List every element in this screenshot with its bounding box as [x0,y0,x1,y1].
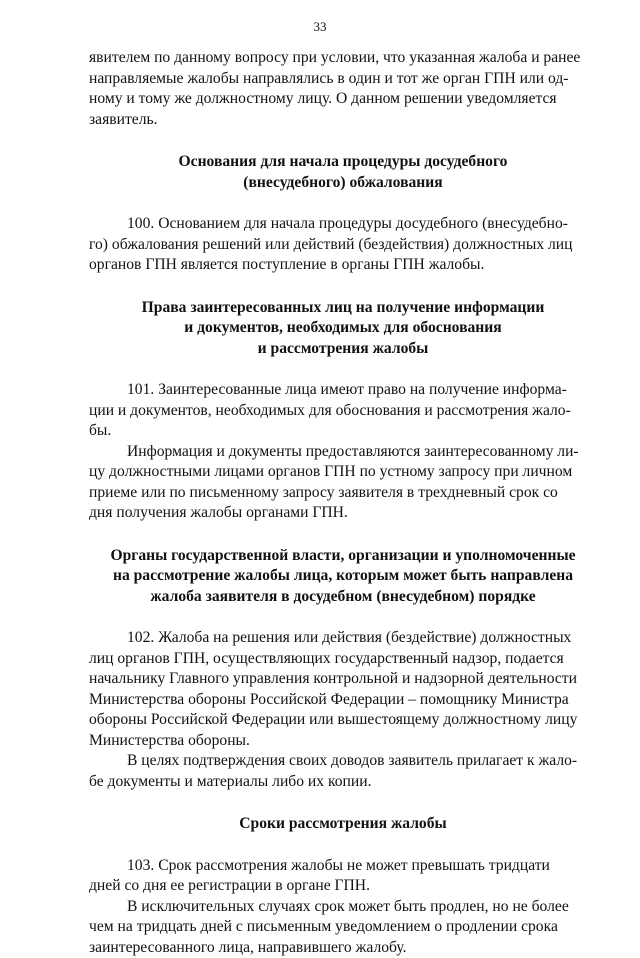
heading-line: жалоба заявителя в досудебном (внесудебном) порядке [89,587,597,608]
text-line: 102. Жалоба на решения или действия (бездействие) должностных [89,628,597,649]
text-line: ции и документов, необходимых для обоснования и рассмотрения жало- [89,401,597,422]
paragraph-102 [89,628,597,751]
paragraph-103 [89,856,597,897]
section-heading-rights [89,298,597,360]
heading-line: Сроки рассмотрения жалобы [89,814,597,835]
intro-paragraph [89,48,597,130]
paragraph-100 [89,214,597,276]
text-line: направляемые жалобы направлялись в один и тот же орган ГПН или од- [89,69,597,90]
text-line: 100. Основанием для начала процедуры досудебного (внесудебно- [89,214,597,235]
text-line: 103. Срок рассмотрения жалобы не может превышать тридцати [89,856,597,877]
heading-line: (внесудебного) обжалования [89,173,597,194]
heading-line: Права заинтересованных лиц на получение информации [89,298,597,319]
text-line: Министерства обороны Российской Федерации – помощнику Министра [89,690,597,711]
text-line: обороны Российской Федерации или вышестоящему должностному лицу [89,710,597,731]
text-line: бы. [89,421,597,442]
text-line: 101. Заинтересованные лица имеют право на получение информа- [89,380,597,401]
text-line: дней со дня ее регистрации в органе ГПН. [89,876,597,897]
text-line: начальнику Главного управления контрольной и надзорной деятельности [89,669,597,690]
text-line: чем на тридцать дней с письменным уведомлением о продлении срока [89,917,597,938]
heading-line: и документов, необходимых для обоснования [89,318,597,339]
heading-line: и рассмотрения жалобы [89,339,597,360]
text-line: лиц органов ГПН, осуществляющих государственный надзор, подается [89,649,597,670]
text-line: приеме или по письменному запросу заявителя в трехдневный срок со [89,483,597,504]
heading-line: Органы государственной власти, организации и уполномоченные [89,546,597,567]
text-line: явителем по данному вопросу при условии, что указанная жалоба и ранее [89,48,597,69]
paragraph-103-extension [89,897,597,958]
page-content [89,48,597,958]
text-line: органов ГПН является поступление в органы ГПН жалобы. [89,255,597,276]
text-line: го) обжалования решений или действий (бездействия) должностных лиц [89,235,597,256]
text-line: дня получения жалобы органами ГПН. [89,503,597,524]
text-line: заинтересованного лица, направившего жалобу. [89,938,597,958]
heading-line: на рассмотрение жалобы лица, которым может быть направлена [89,566,597,587]
section-heading-authorities [89,546,597,608]
paragraph-102-evidence [89,751,597,792]
section-heading-grounds [89,152,597,193]
page-number: 33 [0,19,640,35]
heading-line: Основания для начала процедуры досудебного [89,152,597,173]
text-line: Информация и документы предоставляются заинтересованному ли- [89,442,597,463]
text-line: В целях подтверждения своих доводов заявитель прилагает к жало- [89,751,597,772]
text-line: заявитель. [89,110,597,131]
paragraph-101-info [89,442,597,524]
paragraph-101 [89,380,597,442]
text-line: цу должностными лицами органов ГПН по устному запросу при личном [89,462,597,483]
text-line: Министерства обороны. [89,731,597,752]
text-line: В исключительных случаях срок может быть продлен, но не более [89,897,597,918]
text-line: ному и тому же должностному лицу. О данном решении уведомляется [89,89,597,110]
text-line: бе документы и материалы либо их копии. [89,772,597,793]
section-heading-deadlines [89,814,597,835]
